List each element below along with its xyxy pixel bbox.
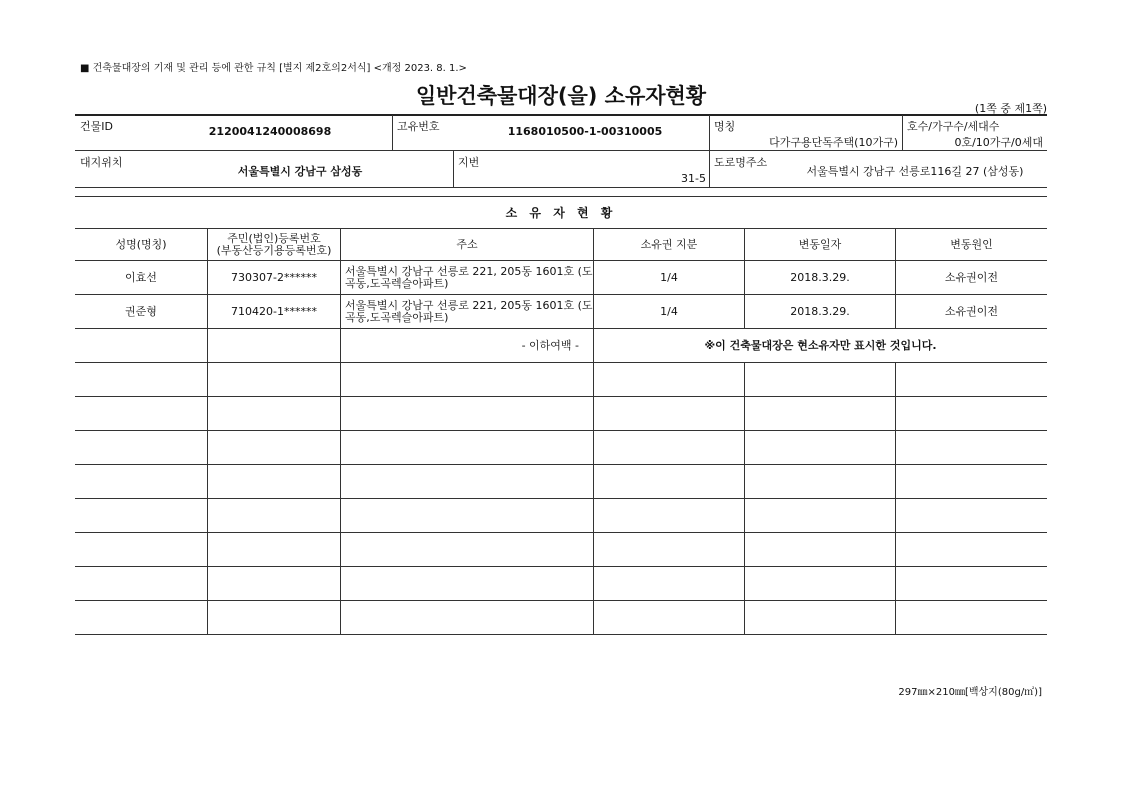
info-divider	[902, 115, 903, 150]
units-label: 호수/가구수/세대수	[907, 120, 1000, 133]
road-address-value: 서울특별시 강남구 선릉로116길 27 (삼성동)	[806, 165, 1024, 178]
table-line	[75, 362, 1047, 363]
info-divider	[453, 151, 454, 187]
info-bottom-border	[75, 187, 1047, 188]
lot-label: 지번	[458, 156, 480, 169]
info-divider	[392, 115, 393, 150]
owner-name: 이효선	[125, 270, 157, 284]
paper-spec: 297㎜×210㎜[백상지(80g/㎡)]	[898, 687, 1042, 698]
unique-no-value: 1168010500-1-00310005	[507, 125, 663, 138]
building-id-value: 2120041240008698	[208, 125, 332, 138]
table-line	[75, 600, 1047, 601]
table-column-line	[744, 362, 745, 634]
owner-share: 1/4	[660, 304, 678, 318]
lot-value: 31-5	[681, 172, 706, 185]
site-label: 대지위치	[80, 156, 123, 169]
units-value: 0호/10가구/0세대	[954, 136, 1043, 149]
site-value: 서울특별시 강남구 삼성동	[237, 165, 363, 178]
table-line	[75, 566, 1047, 567]
blank-marker: - 이하여백 -	[521, 338, 579, 352]
owners-section-title: 소 유 자 현 황	[505, 206, 617, 220]
table-line	[75, 464, 1047, 465]
column-header-share: 소유권 지분	[640, 237, 698, 251]
column-header-cause: 변동원인	[950, 237, 993, 251]
name-label: 명칭	[714, 120, 736, 133]
owner-address: 서울특별시 강남구 선릉로 221, 205동 1601호 (도곡동,도곡렉슬아파트)	[345, 264, 593, 290]
building-id-label: 건물ID	[80, 120, 113, 133]
owner-reg-no: 730307-2******	[231, 270, 317, 284]
table-line	[75, 396, 1047, 397]
owner-address: 서울특별시 강남구 선릉로 221, 205동 1601호 (도곡동,도곡렉슬아파트)	[345, 298, 593, 324]
unique-no-label: 고유번호	[397, 120, 440, 133]
info-row-divider	[75, 150, 1047, 151]
owner-reg-no: 710420-1******	[231, 304, 317, 318]
table-line	[75, 532, 1047, 533]
owner-change-date: 2018.3.29.	[790, 304, 850, 318]
road-address-label: 도로명주소	[714, 156, 768, 169]
owner-share: 1/4	[660, 270, 678, 284]
name-value: 다가구용단독주택(10가구)	[769, 136, 898, 149]
owner-change-cause: 소유권이전	[944, 304, 999, 318]
table-line	[75, 498, 1047, 499]
column-header-reg-no: 주민(법인)등록번호 (부동산등기용등록번호)	[216, 231, 332, 257]
column-header-name: 성명(명칭)	[115, 237, 167, 251]
page-indicator: (1쪽 중 제1쪽)	[974, 102, 1047, 115]
owner-change-date: 2018.3.29.	[790, 270, 850, 284]
owner-change-cause: 소유권이전	[944, 270, 999, 284]
regulation-reference: ■ 건축물대장의 기재 및 관리 등에 관한 규칙 [별지 제2호의2서식] <개정 2023. 8. 1.>	[80, 63, 467, 74]
table-line	[75, 634, 1047, 635]
current-owner-notice: ※이 건축물대장은 현소유자만 표시한 것입니다.	[704, 338, 937, 352]
table-column-line	[895, 362, 896, 634]
owner-name: 권준형	[125, 304, 157, 318]
column-header-date: 변동일자	[798, 237, 842, 251]
table-line	[75, 430, 1047, 431]
column-header-address: 주소	[456, 237, 478, 251]
info-divider	[709, 115, 710, 187]
section-top-border	[75, 196, 1047, 197]
page-title: 일반건축물대장(을) 소유자현황	[415, 84, 707, 108]
